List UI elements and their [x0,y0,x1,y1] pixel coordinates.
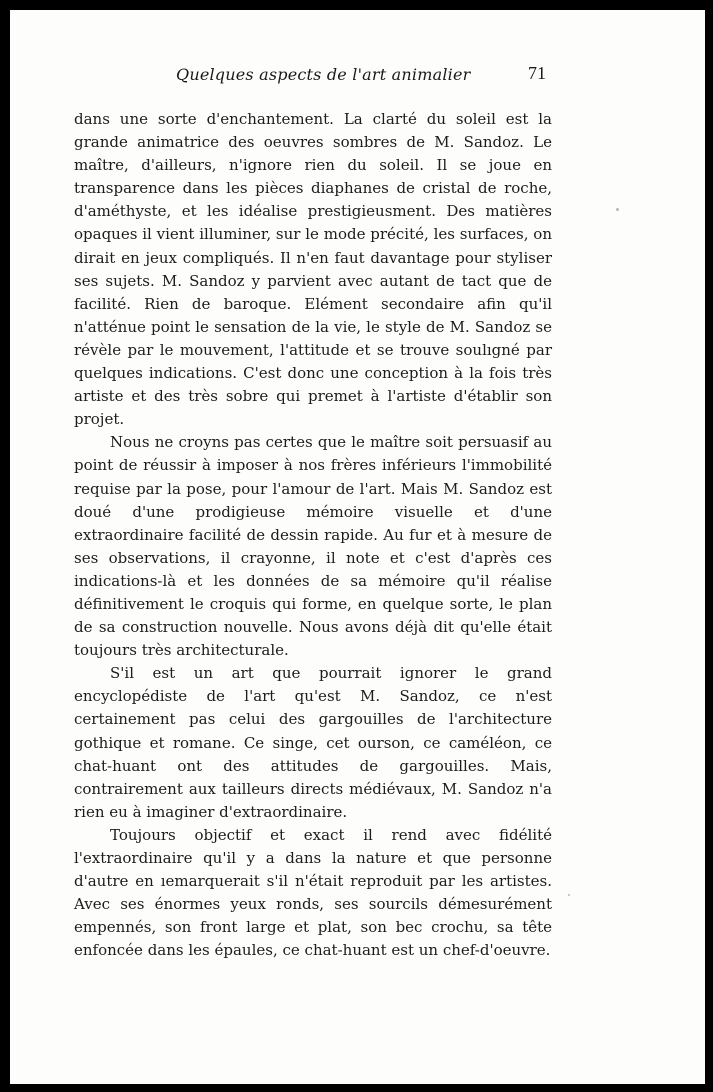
paragraph: S'il est un art que pourrait ignorer le grand encyclopédiste de l'art qu'est M. Sandoz, ce n'est certainement pas celui des gargouilles de l'architecture gothique et romane. Ce singe, cet ourson, ce caméléon, ce chat-huant ont des attitudes de gargouilles. Mais, contrairement aux tailleurs directs médiévaux, M. Sandoz n'a rien eu à imaginer d'extraordinaire. [74,664,552,821]
paragraph: Toujours objectif et exact il rend avec fidélité l'extraordinaire qu'il y a dans la nature et que personne d'autre en ıemarquerait s'il n'était reproduit par les artistes. Avec ses énormes yeux ronds, ses sourcils démesurément empennés, son front large et plat, son bec crochu, sa tête enfoncée dans les épaules, ce chat-huant est un chef-d'oeuvre. [74,825,552,960]
paper-speck [568,894,570,896]
paragraph: Nous ne croyns pas certes que le maître soit persuasif au point de réussir à imposer à nos frères inférieurs l'immobilité requise par la pose, pour l'amour de l'art. Mais M. Sandoz est doué d'une prodigieuse mémoire visuelle et d'une extraordinaire facilité de dessin rapide. Au fur et à mesure de ses observations, il crayonne, il note et c'est d'après ces indications-là et les données de sa mémoire qu'il réalise définitivement le croquis qui forme, en quelque sorte, le plan de sa construction nouvelle. Nous avons déjà dit qu'elle était toujours très architecturale. [74,433,552,660]
page-number: 71 [528,63,546,83]
book-page [10,10,705,1084]
body-text [74,108,552,962]
page-header [74,62,552,92]
running-title: Quelques aspects de l'art animalier [176,65,471,84]
paper-speck [616,208,619,211]
paragraph: dans une sorte d'enchantement. La clarté du soleil est la grande animatrice des oeuvres sombres de M. Sandoz. Le maître, d'ailleurs, n'ignore rien du soleil. Il se joue en transparence dans les pièces diaphanes de cristal de roche, d'améthyste, et les idéalise prestigieusment. Des matières opaques il vient illuminer, sur le mode précité, les surfaces, on dirait en jeux compliqués. Il n'en faut davantage pour styliser ses sujets. M. Sandoz y parvient avec autant de tact que de facilité. Rien de baroque. Elément secondaire afin qu'il n'atténue point le sensation de la vie, le style de M. Sandoz se révèle par le mouvement, l'attitude et se trouve soulıgné par quelques indications. C'est donc une conception à la fois très artiste et des très sobre qui premet à l'artiste d'établir son projet. [74,110,552,429]
